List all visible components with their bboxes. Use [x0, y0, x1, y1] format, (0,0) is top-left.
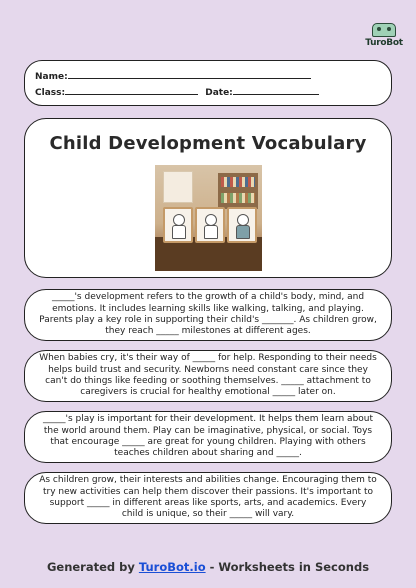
footer-suffix: - Worksheets in Seconds	[205, 560, 370, 574]
date-label: Date:	[205, 88, 233, 98]
children-drawings-illustration	[155, 165, 262, 271]
drawing-card-child	[227, 207, 257, 243]
drawing-card-toddler	[195, 207, 225, 243]
paragraph-box	[24, 411, 392, 463]
paragraph-text: _____'s development refers to the growth of a child's body, mind, and emotions. It includes learning skills like walking, talking, and playing. Parents play a key role in supporting their child's _______. As children grow, they reach _____ milestones at different ages.	[39, 292, 377, 337]
paragraph-box	[24, 289, 392, 341]
name-row	[35, 68, 391, 84]
paragraph-text: As children grow, their interests and abilities change. Encouraging them to try new activities can help them discover their passions. It's important to support _____ in different areas like sports, arts, and academics. Every child is unique, so their _____ will vary.	[39, 475, 377, 520]
drawing-card-baby	[163, 207, 193, 243]
turobot-logo	[362, 20, 406, 48]
paragraph-text: When babies cry, it's their way of _____ for help. Responding to their needs helps build trust and security. Newborns need constant care since they can't do things like feeding or soothing themselves. _____ attachment to caregivers is crucial for healthy emotional _____ later on.	[39, 353, 377, 398]
student-info-box	[24, 60, 392, 106]
robot-icon	[372, 23, 396, 37]
bookshelf-shape	[218, 173, 258, 209]
paragraph-box	[24, 472, 392, 524]
logo-text: TuroBot	[365, 38, 403, 48]
date-field[interactable]	[233, 84, 319, 95]
paragraph-box	[24, 350, 392, 402]
window-shape	[163, 171, 193, 203]
footer	[0, 560, 416, 574]
footer-prefix: Generated by	[46, 560, 139, 574]
title-box	[24, 118, 392, 278]
turobot-link[interactable]: TuroBot.io	[138, 560, 206, 574]
name-field[interactable]	[68, 68, 311, 79]
name-label: Name:	[35, 72, 68, 82]
class-label: Class:	[35, 88, 66, 98]
class-field[interactable]	[65, 84, 198, 95]
class-date-row	[35, 84, 391, 100]
paragraph-text: _____'s play is important for their development. It helps them learn about the world around them. Play can be imaginative, physical, or social. Toys that encourage _____ are great for young children. Playing with others teaches children about sharing and _____.	[42, 414, 374, 459]
worksheet-title: Child Development Vocabulary	[49, 133, 367, 154]
